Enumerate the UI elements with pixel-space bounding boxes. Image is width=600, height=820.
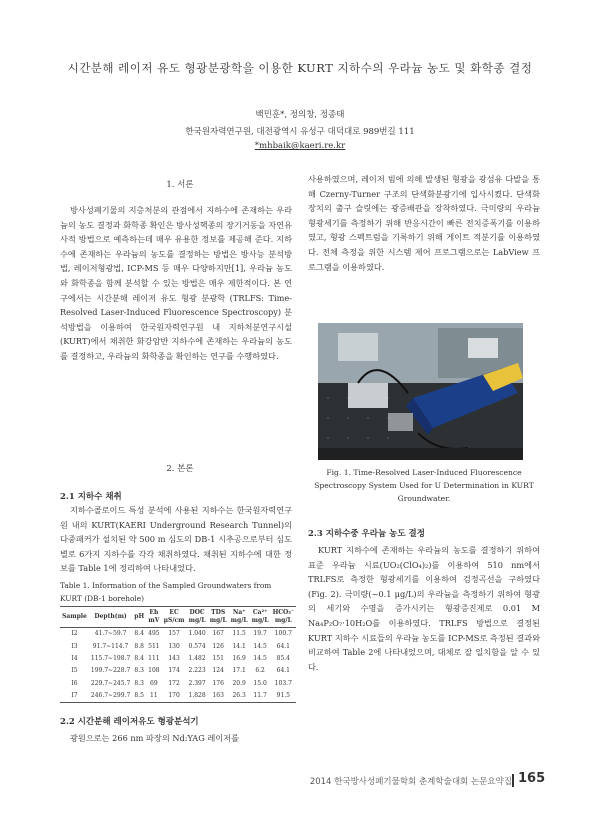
table-cell: 108 <box>148 667 160 675</box>
table-cell: 1.482 <box>188 654 206 662</box>
table-cell: 8.4 <box>134 654 144 662</box>
table-cell: I6 <box>71 679 78 687</box>
table-header-cell: Depth(m) <box>89 607 132 628</box>
table-cell: I2 <box>71 630 78 638</box>
intro-heading: 1. 서론 <box>166 180 194 190</box>
table-cell: 19.7 <box>253 630 267 638</box>
table-cell: 11 <box>146 690 161 703</box>
table-cell: 91.5 <box>271 690 296 703</box>
table-header-cell: Sample <box>60 607 89 628</box>
table-cell: 8.8 <box>134 642 144 650</box>
table-cell: 2.397 <box>188 679 206 687</box>
table-cell: 126 <box>212 642 224 650</box>
table-row <box>60 628 296 641</box>
table-row <box>60 640 296 652</box>
email-link[interactable]: *mhbaik@kaeri.re.kr <box>254 141 346 151</box>
footer-divider <box>512 774 514 787</box>
footer-conference: 2014 한국방사성폐기물학회 춘계학술대회 논문요약집 <box>309 777 512 787</box>
section-2-3-paragraph <box>308 543 540 674</box>
intro-paragraph <box>60 203 292 364</box>
table-cell: 11.7 <box>250 690 271 703</box>
section-2-2-paragraph-right <box>308 172 540 274</box>
table-cell: 170 <box>162 690 187 703</box>
table-cell: 26.3 <box>229 690 250 703</box>
table-cell: 151 <box>212 654 224 662</box>
table-cell: 11.5 <box>232 630 246 638</box>
section-2-3-heading: 2.3 지하수중 우라늄 농도 결정 <box>308 529 425 539</box>
table-cell: 143 <box>168 654 180 662</box>
table-1 <box>60 606 295 703</box>
table-cell: 17.1 <box>232 667 246 675</box>
table-cell: 2.223 <box>188 667 206 675</box>
table-cell: 163 <box>208 690 229 703</box>
table-cell: 511 <box>148 642 160 650</box>
table-cell: 115.7~198.7 <box>90 654 131 662</box>
figure-1-photo <box>318 323 523 460</box>
section-2-2-text-left: 광원으로는 266 nm 파장의 Nd:YAG 레이저를 <box>70 733 239 743</box>
table-cell: 69 <box>150 679 158 687</box>
table-cell: 130 <box>168 642 180 650</box>
table-cell: 41.7~59.7 <box>94 630 127 638</box>
table-cell: 246.7~299.7 <box>89 690 132 703</box>
section-2-3-text: KURT 지하수에 존재하는 우라늄의 농도를 결정하기 위하여 표준 우라늄 시료(UO₂(ClO₄)₂)를 이용하여 510 nm에서 TRLFS로 측정한 형광세기를 이용하여 검정곡선을 구하였다(Fig. 2). 극미량(~0.1 μg/L)의 우라늄을 측정하기 위하여 형광의 세기와 수명을 증가시키는 형광증진제로 0.01 M Na₄P₂O₇·10H₂O를 이용하였다. TRLFS 방법으로 결정된 KURT 지하수 시료들의 우라늄 농도를 ICP-MS로 측정된 결과와 비교하여 Table 2에 나타내었으며, 대체로 잘 일치함을 알 수 있다. <box>308 545 540 672</box>
groundwater-table <box>60 606 296 703</box>
table-cell: 111 <box>148 654 160 662</box>
table-header-cell: HCO₃⁻ mg/L <box>271 607 296 628</box>
table-cell: 16.9 <box>232 654 246 662</box>
table-cell: 199.7~228.7 <box>90 667 131 675</box>
table-cell: 14.1 <box>232 642 246 650</box>
table-cell: I5 <box>71 667 78 675</box>
section-2-1-text: 지하수콜로이드 특성 분석에 사용된 지하수는 한국원자력연구원 내의 KURT(KAERI Underground Research Tunnel)의 다중패커가 설치된 약 500 m 심도의 DB-1 시추공으로부터 심도별로 6가지 지하수를 각각 채취하였다. 채취된 지하수에 대한 정보를 Table 1에 정리하여 나타내었다. <box>60 505 292 574</box>
page-number: 165 <box>518 771 546 786</box>
section-2-1-heading: 2.1 지하수 채취 <box>60 492 122 502</box>
table-cell: 229.7~245.7 <box>90 679 131 687</box>
lab-setup-image <box>318 323 523 460</box>
body-heading: 2. 본론 <box>166 464 194 474</box>
table-cell: 91.7~114.7 <box>92 642 129 650</box>
table-cell: 103.7 <box>274 679 292 687</box>
section-2-2-paragraph-left <box>60 731 292 746</box>
section-2-2-text-right: 사용하였으며, 레이저 빔에 의해 발생된 형광을 광섬유 다발을 통해 Czerny-Turner 구조의 단색화분광기에 입사시켰다. 단색화 장치의 출구 슬릿에는 광증배관을 장착하였다. 극미량의 우라늄 형광세기를 측정하기 위해 반응시간이 빠른 전치증폭기를 이용하였고, 형광 스펙트럼을 기록하기 위해 게이트 적분기를 이용하였다. 전체 측정을 위한 시스템 제어 프로그램으로는 LabView 프로그램을 이용하였다. <box>308 174 540 272</box>
table-cell: 8.3 <box>134 679 144 687</box>
section-2-1-paragraph <box>60 503 292 576</box>
section-2-2-heading: 2.2 시간분해 레이저유도 형광분석기 <box>60 717 199 727</box>
table-cell: 100.7 <box>274 630 292 638</box>
table-cell: I4 <box>71 654 78 662</box>
intro-text: 방사성폐기물의 지층처분의 관점에서 지하수에 존재하는 우라늄의 농도 결정과 화학종 확인은 방사성핵종의 장기거동을 자연유사적 방법으로 예측하는데 매우 유용한 정보를 제공해 준다. 지하수에 존재하는 우라늄의 농도를 결정하는 방법은 방사능 분석방법, 레이저형광법, ICP-MS 등 매우 다양하지만[1], 우라늄 농도와 화학종을 함께 분석할 수 있는 방법은 매우 제한적이다. 본 연구에서는 시간분해 레이저 유도 형광 분광학 (TRLFS: Time-Resolved Laser-Induced Fluorescence Spectroscopy) 분석방법을 이용하여 한국원자력연구원 내 지하처분연구시설(KURT)에서 채취한 화강암반 지하수에 존재하는 우라늄의 농도를 결정하고, 우라늄의 화학종을 확인하는 연구를 수행하였다. <box>60 205 292 361</box>
table-cell: 174 <box>168 667 180 675</box>
table-cell: 176 <box>212 679 224 687</box>
table-cell: I3 <box>71 642 78 650</box>
table-cell: 172 <box>168 679 180 687</box>
table-cell: 0.574 <box>188 642 206 650</box>
table-header-cell: pH <box>132 607 146 628</box>
table-caption: Table 1. Information of the Sampled Groundwaters from KURT (DB-1 borehole) <box>60 581 272 603</box>
figure-1-caption: Fig. 1. Time-Resolved Laser-Induced Fluorescence Spectroscopy System Used for U Determination in KURT Groundwater. <box>314 468 534 503</box>
table-cell: 85.4 <box>276 654 290 662</box>
table-row <box>60 690 296 703</box>
table-cell: 15.0 <box>253 679 267 687</box>
table-header-cell: EC μS/cm <box>162 607 187 628</box>
table-row <box>60 653 296 665</box>
table-cell: 64.1 <box>276 667 290 675</box>
table-cell: 14.5 <box>253 642 267 650</box>
table-header-cell: Eh mV <box>146 607 161 628</box>
table-header-cell: Na⁺ mg/L <box>229 607 250 628</box>
table-header-row <box>60 607 296 628</box>
table-row <box>60 665 296 677</box>
table-cell: 1.828 <box>187 690 208 703</box>
table-cell: 495 <box>148 630 160 638</box>
table-cell: 14.5 <box>253 654 267 662</box>
affiliation: 한국원자력연구원, 대전광역시 유성구 대덕대로 989번길 111 <box>185 127 415 137</box>
table-cell: 124 <box>212 667 224 675</box>
table-row <box>60 678 296 690</box>
table-cell: 64.1 <box>276 642 290 650</box>
table-header-cell: Ca²⁺ mg/L <box>250 607 271 628</box>
table-cell: 6.2 <box>255 667 265 675</box>
table-cell: 20.9 <box>232 679 246 687</box>
table-cell: 167 <box>212 630 224 638</box>
table-cell: 1.040 <box>188 630 206 638</box>
table-header-cell: DOC mg/L <box>187 607 208 628</box>
table-cell: 8.3 <box>134 667 144 675</box>
table-cell: I7 <box>60 690 89 703</box>
table-header-cell: TDS mg/L <box>208 607 229 628</box>
table-cell: 157 <box>168 630 180 638</box>
table-body <box>60 628 296 703</box>
paper-title: 시간분해 레이저 유도 형광분광학을 이용한 KURT 지하수의 우라늄 농도 및 화학종 결정 <box>67 61 533 75</box>
table-cell: 8.4 <box>134 630 144 638</box>
table-cell: 8.5 <box>132 690 146 703</box>
authors: 백민훈*, 정의창, 정종태 <box>255 110 345 120</box>
